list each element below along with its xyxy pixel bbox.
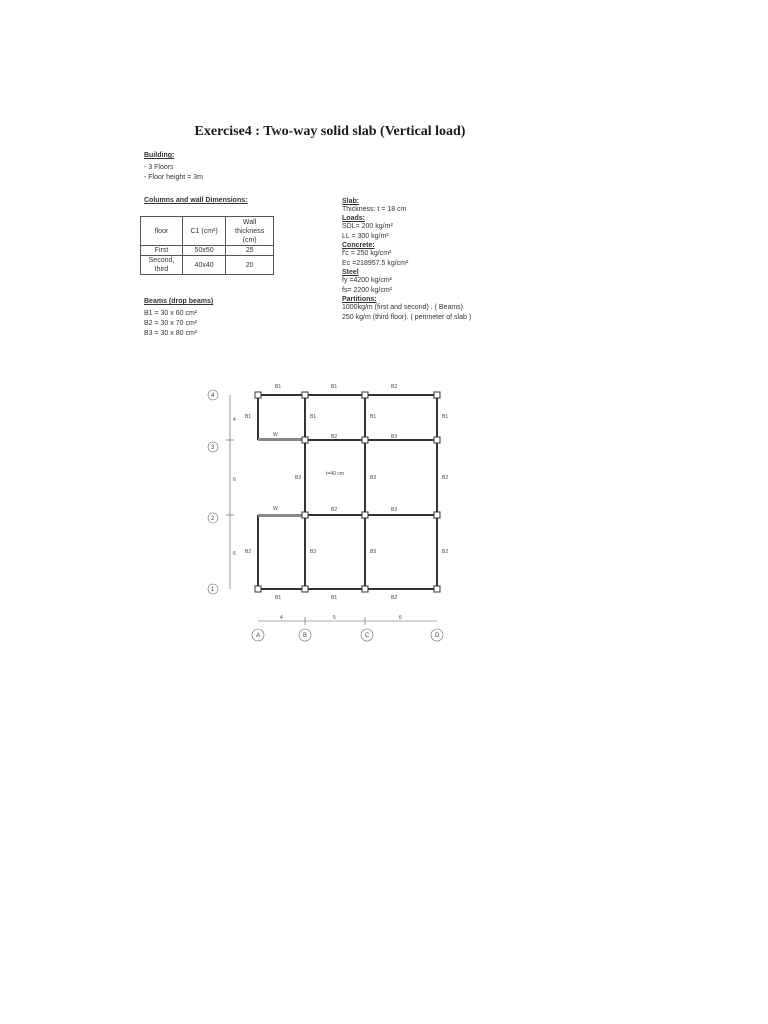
building-floors: - 3 Floors bbox=[144, 164, 174, 171]
grid-col-label: A bbox=[256, 633, 261, 639]
beam-label: B1 bbox=[331, 384, 338, 390]
grid-col-label: C bbox=[365, 633, 370, 639]
beam-b2: B2 = 30 x 70 cm² bbox=[144, 320, 198, 327]
header-floor: floor bbox=[141, 217, 183, 246]
column-c3 bbox=[362, 437, 368, 443]
columns-heading: Columns and wall Dimensions: bbox=[144, 197, 248, 204]
beam-labels bbox=[245, 384, 448, 601]
beam-label: B2 bbox=[391, 595, 398, 601]
slab-thickness: Thickness: t = 18 cm bbox=[342, 206, 407, 213]
wall-label: W bbox=[273, 432, 278, 438]
horizontal-dimension bbox=[258, 617, 437, 625]
beam-label: B3 bbox=[370, 549, 377, 555]
grid-row-label: 2 bbox=[211, 516, 215, 522]
loads-ll: LL = 300 kg/m² bbox=[342, 233, 389, 240]
dimension-label: 5 bbox=[333, 615, 336, 621]
grid-row-label: 4 bbox=[211, 393, 215, 399]
slab-heading: Slab: bbox=[342, 198, 360, 205]
column-a4 bbox=[255, 392, 261, 398]
beam-label: B2 bbox=[245, 549, 252, 555]
beam-label: B2 bbox=[331, 434, 338, 440]
columns bbox=[255, 392, 440, 592]
beam-label: B1 bbox=[275, 595, 282, 601]
concrete-fc: f′c = 250 kg/cm² bbox=[342, 250, 392, 257]
dimension-label: 4 bbox=[233, 417, 236, 423]
column-b3 bbox=[302, 437, 308, 443]
beam-label: B3 bbox=[370, 475, 377, 481]
steel-fy: fy =4200 kg/cm² bbox=[342, 277, 392, 284]
columns-table bbox=[140, 216, 274, 275]
beams-lines bbox=[144, 309, 197, 339]
beam-label: B2 bbox=[331, 507, 338, 513]
table-row bbox=[141, 256, 274, 275]
column-b2 bbox=[302, 512, 308, 518]
cell-c1: 50x50 bbox=[182, 246, 225, 256]
beam-label: B3 bbox=[310, 549, 317, 555]
table-header-row bbox=[141, 217, 274, 246]
beam-label: B3 bbox=[295, 475, 302, 481]
table-row bbox=[141, 246, 274, 256]
beam-label: B1 bbox=[275, 384, 282, 390]
beam-b1: B1 = 30 x 60 cm² bbox=[144, 310, 198, 317]
dimension-label: 6 bbox=[233, 551, 236, 557]
page-title: Exercise4 : Two-way solid slab (Vertical load) bbox=[194, 124, 466, 139]
dimension-label: 6 bbox=[233, 477, 236, 483]
column-a1 bbox=[255, 586, 261, 592]
cell-c1: 40x40 bbox=[182, 256, 225, 275]
beam-label: B2 bbox=[391, 384, 398, 390]
steel-heading: Steel bbox=[342, 269, 359, 276]
wall-lower bbox=[258, 514, 305, 517]
partitions-line1: 1000kg/m (first and second) . ( Beams) bbox=[342, 304, 463, 311]
floor-plan-drawing bbox=[195, 375, 485, 650]
partitions-line2: 250 kg/m (third floor). ( perimeter of slab ) bbox=[342, 314, 472, 321]
column-b1 bbox=[302, 586, 308, 592]
beam-label: B2 bbox=[442, 549, 449, 555]
concrete-ec: Ec =218957.5 kg/cm² bbox=[342, 260, 409, 267]
grid-col-label: D bbox=[435, 633, 440, 639]
wall-upper bbox=[258, 438, 305, 441]
header-c1: C1 (cm²) bbox=[182, 217, 225, 246]
header-wall: Wall thickness (cm) bbox=[226, 217, 274, 246]
column-d4 bbox=[434, 392, 440, 398]
beam-b3: B3 = 30 x 80 cm² bbox=[144, 330, 198, 337]
column-d1 bbox=[434, 586, 440, 592]
wall-label: W bbox=[273, 506, 278, 512]
cell-wall: 20 bbox=[226, 256, 274, 275]
beam-label: B1 bbox=[245, 414, 252, 420]
column-c2 bbox=[362, 512, 368, 518]
vertical-dimension bbox=[226, 395, 234, 589]
column-c4 bbox=[362, 392, 368, 398]
steel-fs: fs= 2200 kg/cm² bbox=[342, 287, 392, 294]
grid-col-label: B bbox=[303, 633, 308, 639]
beam-label: B1 bbox=[331, 595, 338, 601]
column-d2 bbox=[434, 512, 440, 518]
concrete-heading: Concrete: bbox=[342, 242, 375, 249]
cell-wall: 25 bbox=[226, 246, 274, 256]
building-lines bbox=[144, 163, 203, 183]
dimension-label: 4 bbox=[280, 615, 283, 621]
loads-sdl: SDL= 200 kg/m² bbox=[342, 223, 393, 230]
beams-heading: Beams (drop beams) bbox=[144, 298, 214, 305]
loads-heading: Loads: bbox=[342, 215, 365, 222]
beam-label: B1 bbox=[370, 414, 377, 420]
cell-floor: First bbox=[141, 246, 183, 256]
properties-column bbox=[342, 198, 542, 323]
grid-row-label: 1 bbox=[211, 587, 215, 593]
beam-label: B3 bbox=[391, 434, 398, 440]
beam-label: B1 bbox=[310, 414, 317, 420]
beam-label: B2 bbox=[442, 475, 449, 481]
opening-label: t=40 cm bbox=[326, 471, 344, 477]
beam-label: B3 bbox=[391, 507, 398, 513]
partitions-heading: Partitions: bbox=[342, 296, 377, 303]
column-c1 bbox=[362, 586, 368, 592]
grid-row-label: 3 bbox=[211, 445, 215, 451]
building-heading: Building: bbox=[144, 152, 175, 159]
beam-label: B1 bbox=[442, 414, 449, 420]
beam-lines bbox=[258, 395, 437, 589]
building-height: - Floor height = 3m bbox=[144, 174, 203, 181]
row-markers bbox=[208, 390, 218, 594]
column-d3 bbox=[434, 437, 440, 443]
column-markers bbox=[252, 629, 443, 641]
column-b4 bbox=[302, 392, 308, 398]
dimension-label: 6 bbox=[399, 615, 402, 621]
cell-floor: Second, third bbox=[141, 256, 183, 275]
